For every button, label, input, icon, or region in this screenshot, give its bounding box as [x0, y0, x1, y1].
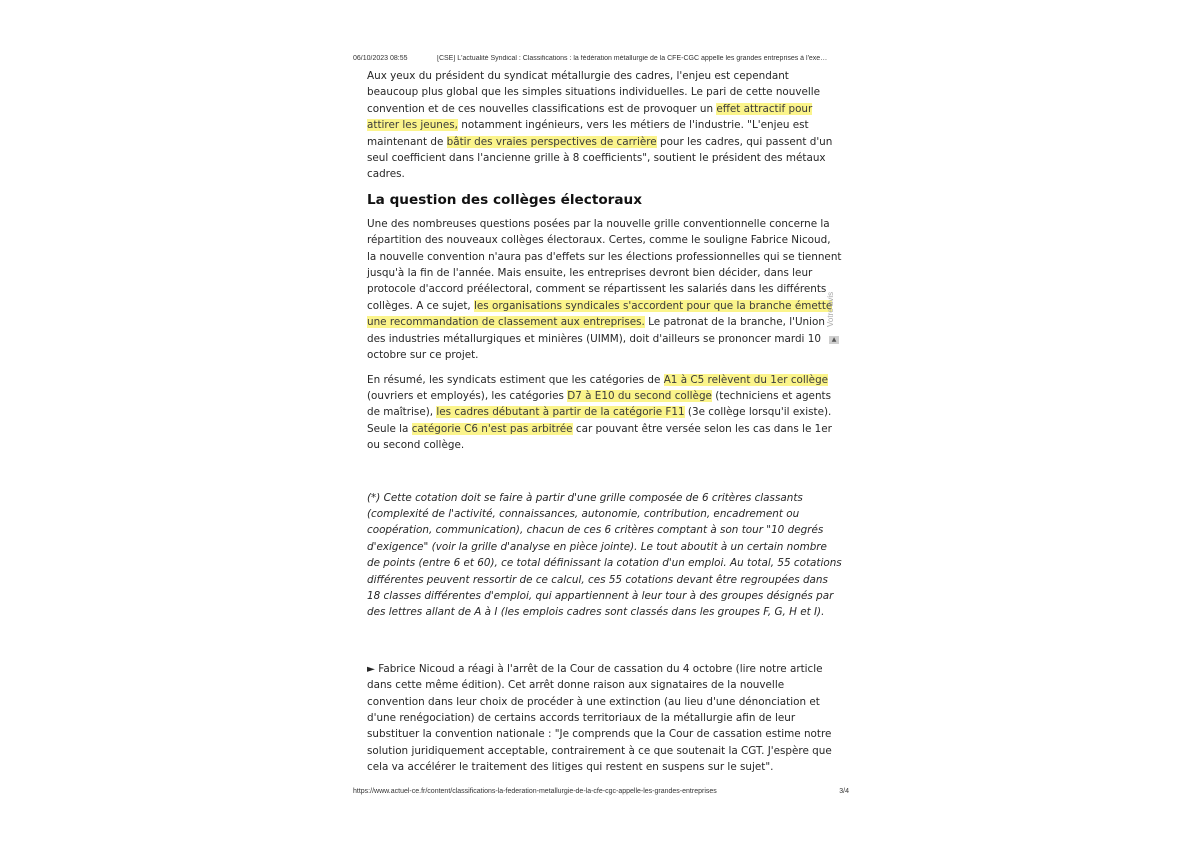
page-url: https://www.actuel-ce.fr/content/classifications-la-federation-metallurgie-de-la-cfe-cgc-appelle-les-grandes-entreprises	[353, 788, 717, 795]
text: (ouvriers et employés), les catégories	[367, 389, 568, 402]
text: En résumé, les syndicats estiment que les catégories de	[367, 373, 664, 386]
text: car pouvant être versée selon les cas dans le 1er ou second collège.	[367, 422, 832, 452]
print-date: 06/10/2023 08:55	[353, 55, 408, 62]
text: Le patronat de la branche, l'Union des industries métallurgiques et minières (UIMM), doit d'ailleurs se prononcer mardi 10 octobre sur ce projet.	[367, 316, 825, 362]
paragraph-resume	[367, 372, 843, 454]
text: Une des nombreuses questions posées par la nouvelle grille conventionnelle concerne la répartition des nouveaux collèges électoraux. Certes, comme le souligne Fabrice Nicoud, la nouvelle convention n'aura pas d'effets sur les élections professionnelles qui se tiennent jusqu'à la fin de l'année. Mais ensuite, les entreprises devront bien décider, dans leur protocole d'accord préélectoral, comment se répartissent les salariés dans les différents collèges. A ce sujet,	[367, 217, 842, 312]
text: pour les cadres, qui passent d'un seul coefficient dans l'ancienne grille à 8 coefficients", soutient le président des métaux cadres.	[367, 135, 833, 181]
arrow-icon: ►	[367, 662, 375, 675]
highlight: les cadres débutant à partir de la catégorie F11	[436, 406, 685, 419]
highlight: bâtir des vraies perspectives de carrière	[446, 135, 657, 148]
section-heading: La question des collèges électoraux	[367, 191, 642, 208]
feedback-tab[interactable]: Votre avis	[826, 291, 835, 327]
article-body	[367, 68, 843, 784]
feedback-toggle-icon[interactable]: ▲	[829, 336, 839, 344]
text: Aux yeux du président du syndicat métallurgie des cadres, l'enjeu est cependant beaucoup plus global que les simples situations individuelles. Le pari de cette nouvelle convention et de ces nouvelles classifications est de provoquer un	[367, 70, 821, 115]
paragraph-colleges	[367, 216, 843, 364]
highlight: catégorie C6 n'est pas arbitrée	[411, 422, 573, 435]
text: (techniciens et agents de maîtrise),	[367, 389, 832, 419]
text: (3e collège lorsqu'il existe). Seule la	[367, 406, 832, 435]
print-footer	[353, 788, 849, 795]
text: Fabrice Nicoud a réagi à l'arrêt de la Cour de cassation du 4 octobre (lire notre article dans cette même édition). Cet arrêt donne raison aux signataires de la nouvelle convention dans leur choix de procéder à une extinction (au lieu d'une dénonciation et d'une renégociation) de certains accords territoriaux de la métallurgie afin de leur substituer la convention nationale : "Je comprends que la Cour de cassation estime notre solution juridiquement acceptable, contrairement à ce que soutenait la CGT. J'espère que cela va accélérer le traitement des litiges qui restent en suspens sur le sujet".	[367, 662, 832, 774]
print-title: [CSE] L'actualité Syndical : Classifications : la fédération métallurgie de la CFE-CGC appelle les grandes entreprises à l'exe…	[437, 55, 828, 62]
highlight: les organisations syndicales s'accordent pour que la branche émette une recommandation de classement aux entreprises.	[367, 299, 833, 329]
highlight: A1 à C5 relèvent du 1er collège	[663, 373, 829, 386]
paragraph-nicoud	[367, 661, 843, 776]
page-number: 3/4	[839, 788, 849, 795]
paragraph-enjeu	[367, 68, 843, 183]
highlight: effet attractif pour attirer les jeunes,	[367, 102, 813, 132]
print-header	[353, 55, 853, 62]
footnote-cotation: (*) Cette cotation doit se faire à partir d'une grille composée de 6 critères classants (complexité de l'activité, connaissances, autonomie, contribution, encadrement ou coopération, communication), chacun de ces 6 critères comptant à son tour "10 degrés d'exigence" (voir la grille d'analyse en pièce jointe). Le tout aboutit à un certain nombre de points (entre 6 et 60), ce total définissant la cotation d'un emploi. Au total, 55 cotations différentes peuvent ressortir de ce calcul, ces 55 cotations devant être regroupées dans 18 classes différentes d'emploi, qui appartiennent à leur tour à des groupes désignés par des lettres allant de A à I (les emplois cadres sont classés dans les groupes F, G, H et I).	[367, 491, 842, 619]
highlight: D7 à E10 du second collège	[567, 389, 712, 402]
text: notamment ingénieurs, vers les métiers de l'industrie. "L'enjeu est maintenant de	[367, 119, 809, 148]
